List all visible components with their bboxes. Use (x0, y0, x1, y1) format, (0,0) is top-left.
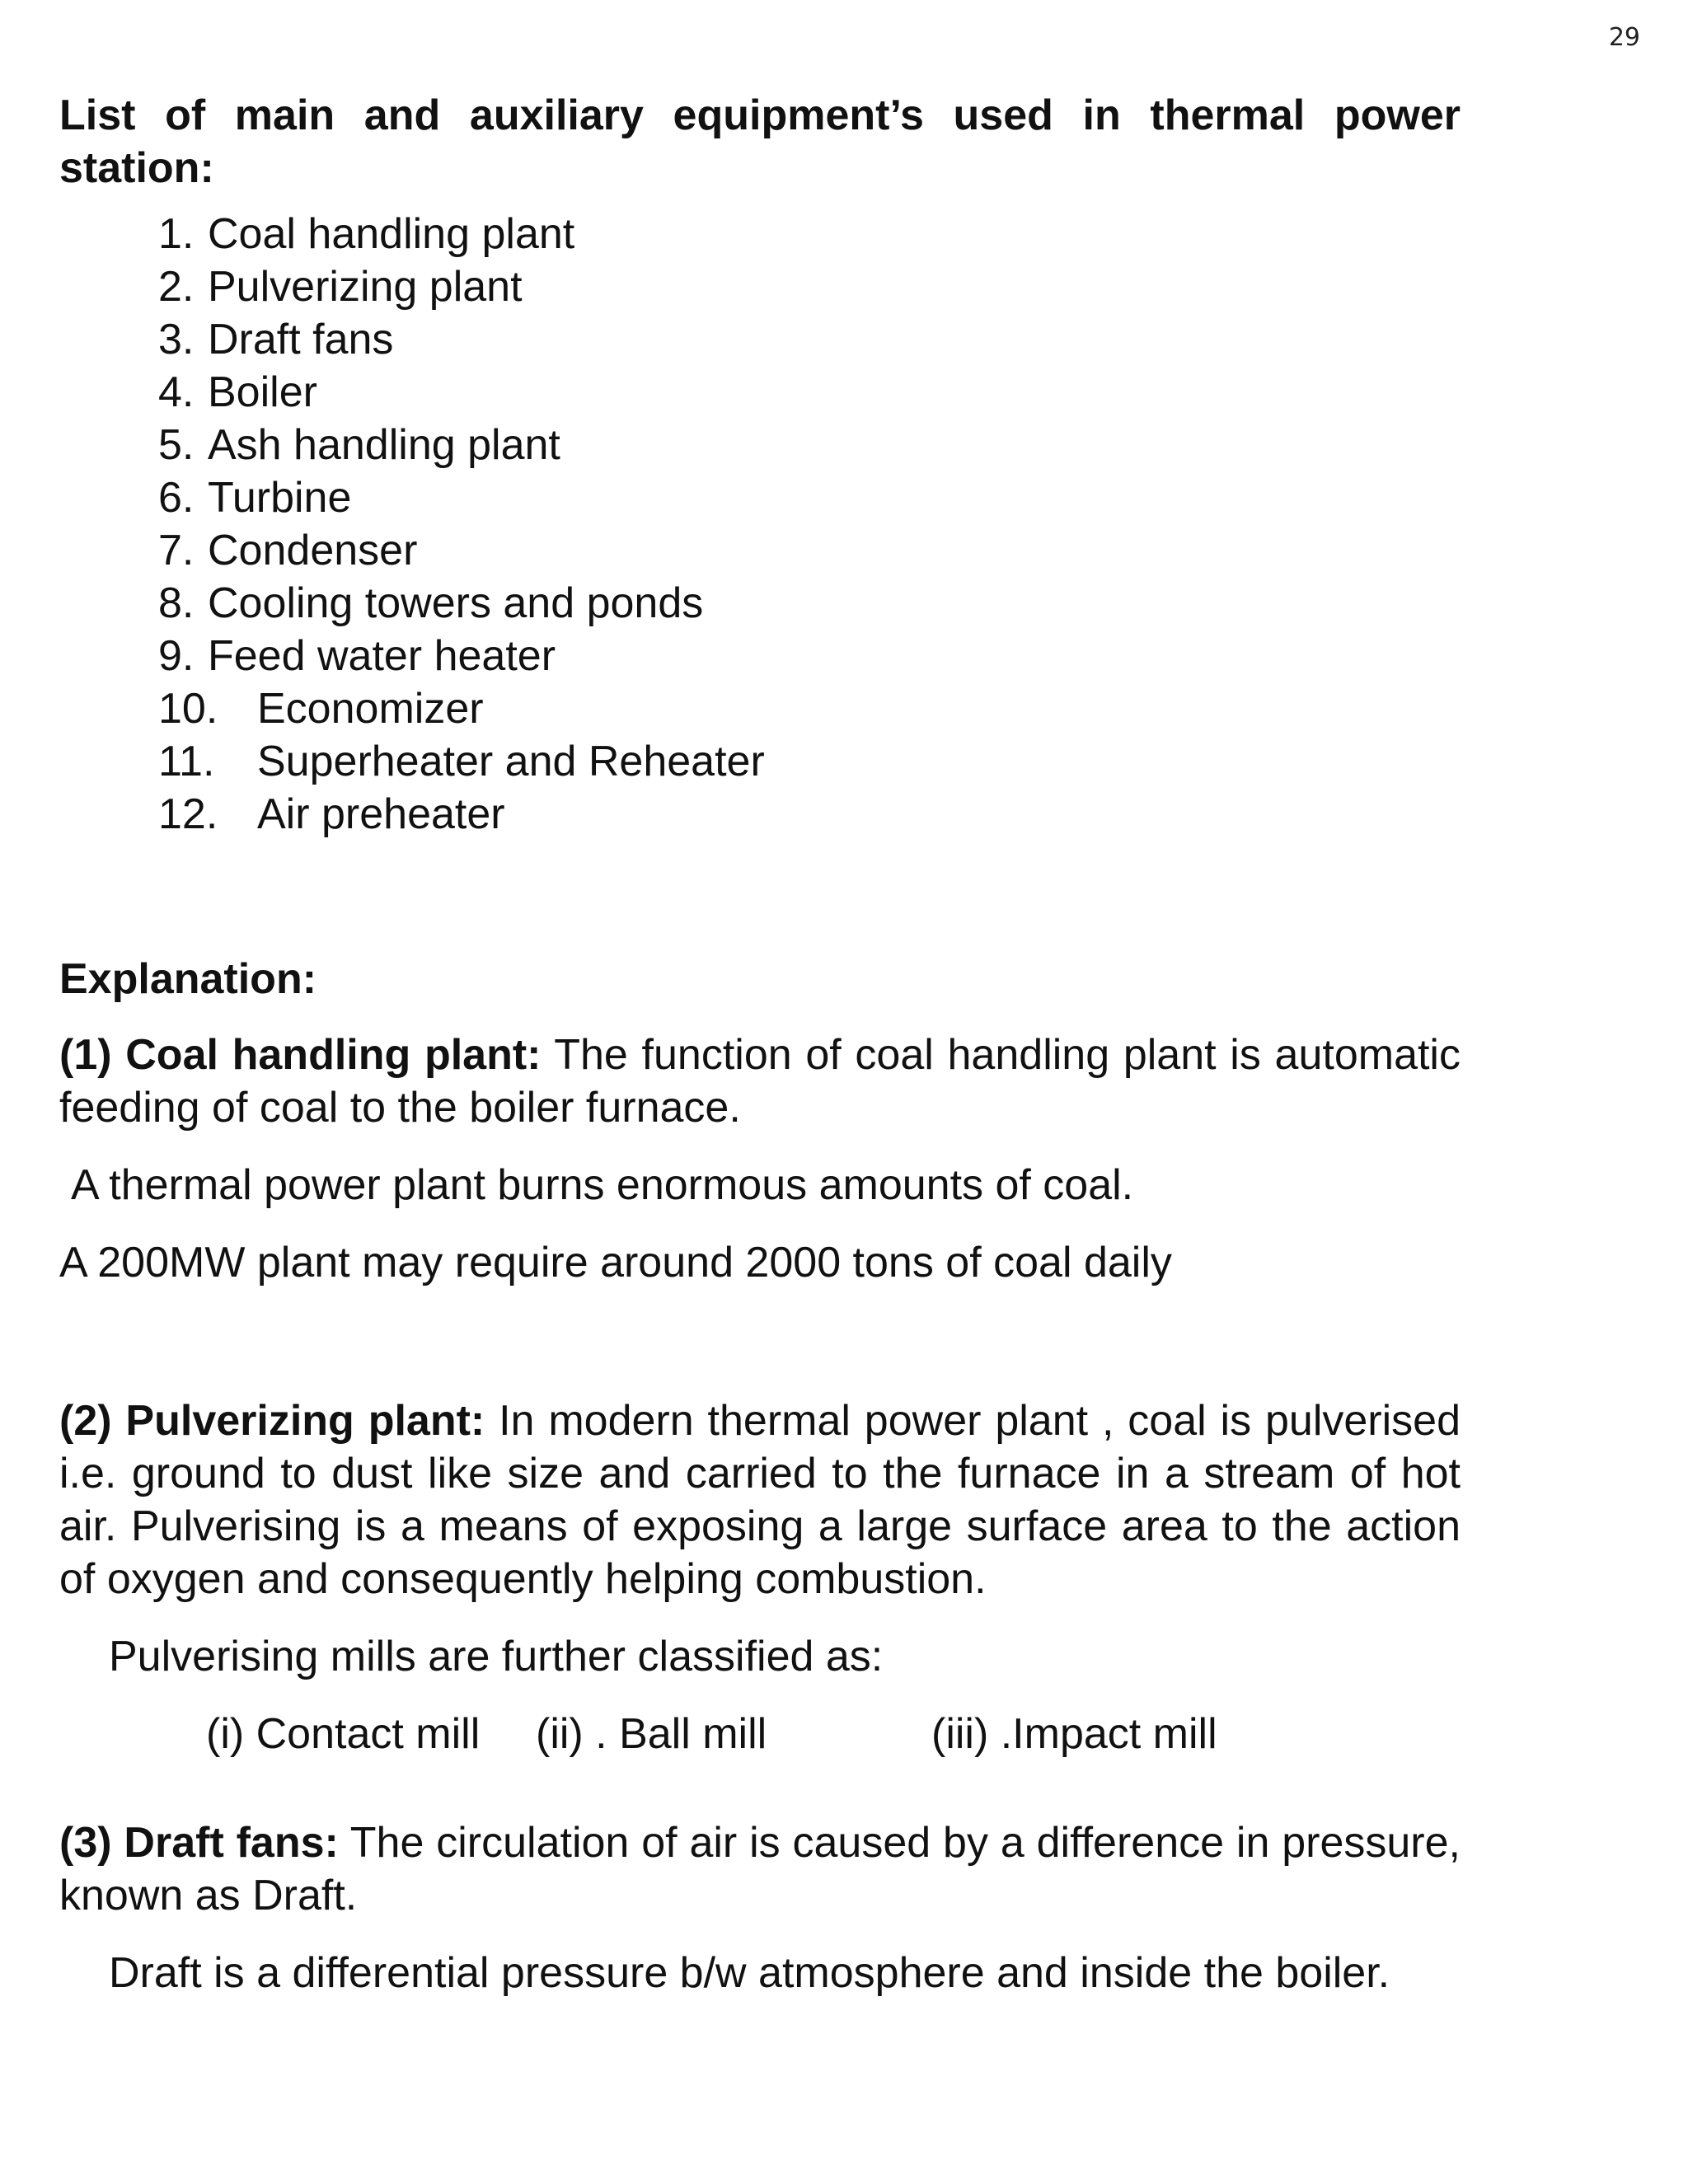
list-item (59, 366, 1461, 419)
list-item-label: Economizer (257, 685, 484, 733)
mill-type: (ii) . Ball mill (536, 1710, 767, 1758)
list-item-label: Coal handling plant (208, 210, 575, 258)
mill-type: (i) Contact mill (206, 1710, 481, 1758)
list-item-label: Condenser (208, 527, 418, 574)
list-number: 5. (158, 421, 195, 469)
list-item-label: Pulverizing plant (208, 263, 523, 311)
list-item (59, 682, 1461, 735)
section-text: The function of coal handling plant is automatic feeding of coal to the boiler furnace. (59, 1031, 1461, 1132)
list-number: 10. (158, 685, 218, 733)
mill-type: (iii) .Impact mill (931, 1710, 1217, 1758)
paragraph-line: A thermal power plant burns enormous amounts of coal. (71, 1161, 1134, 1209)
spacer (59, 1760, 1461, 1793)
list-item (59, 208, 1461, 260)
list-item (59, 471, 1461, 524)
paragraph-line: A 200MW plant may require around 2000 tons of coal daily (59, 1239, 1172, 1286)
list-item (59, 260, 1461, 313)
section-coal-handling (59, 1029, 1461, 1134)
equipment-list (59, 208, 1461, 841)
section-draft-fans (59, 1816, 1461, 1922)
list-item-label: Air preheater (257, 790, 505, 838)
section-title: (1) Coal handling plant: (59, 1031, 542, 1079)
list-item (59, 630, 1461, 682)
list-item-label: Boiler (208, 368, 317, 416)
list-item-label: Ash handling plant (208, 421, 560, 469)
list-number: 3. (158, 316, 195, 363)
list-item-label: Draft fans (208, 316, 394, 363)
list-item (59, 735, 1461, 788)
list-number: 8. (158, 579, 195, 627)
page-number: 29 (1608, 23, 1640, 52)
mill-types (59, 1708, 1461, 1760)
list-number: 12. (158, 790, 218, 838)
list-item (59, 313, 1461, 366)
list-number: 2. (158, 263, 195, 311)
list-number: 9. (158, 632, 195, 680)
list-item-label: Superheater and Reheater (257, 738, 765, 785)
list-item-label: Turbine (208, 474, 352, 522)
list-number: 1. (158, 210, 195, 258)
list-number: 4. (158, 368, 195, 416)
section-pulverizing (59, 1394, 1461, 1605)
paragraph-line: Pulverising mills are further classified as: (109, 1633, 884, 1680)
list-item-label: Feed water heater (208, 632, 556, 680)
explanation-heading: Explanation: (59, 955, 317, 1003)
paragraph-line: Draft is a differential pressure b/w atmosphere and inside the boiler. (109, 1949, 1390, 1997)
document-body (59, 89, 1461, 1999)
section-heading: List of main and auxiliary equipment’s used in thermal power station: (59, 91, 1461, 192)
list-number: 7. (158, 527, 195, 574)
list-number: 6. (158, 474, 195, 522)
section-text: The circulation of air is caused by a difference in pressure, known as Draft. (59, 1819, 1461, 1919)
section-title: (2) Pulverizing plant: (59, 1397, 485, 1445)
list-item-label: Cooling towers and ponds (208, 579, 704, 627)
list-number: 11. (158, 738, 215, 785)
list-item (59, 577, 1461, 630)
list-item (59, 788, 1461, 841)
list-item (59, 524, 1461, 577)
spacer (59, 1289, 1461, 1371)
section-title: (3) Draft fans: (59, 1819, 339, 1867)
list-item (59, 419, 1461, 471)
section-text: In modern thermal power plant , coal is pulverised i.e. ground to dust like size and carried to the furnace in a stream of hot air. Pulverising is a means of exposing a large surface area to the action of oxygen and consequently helping combustion. (59, 1397, 1461, 1603)
